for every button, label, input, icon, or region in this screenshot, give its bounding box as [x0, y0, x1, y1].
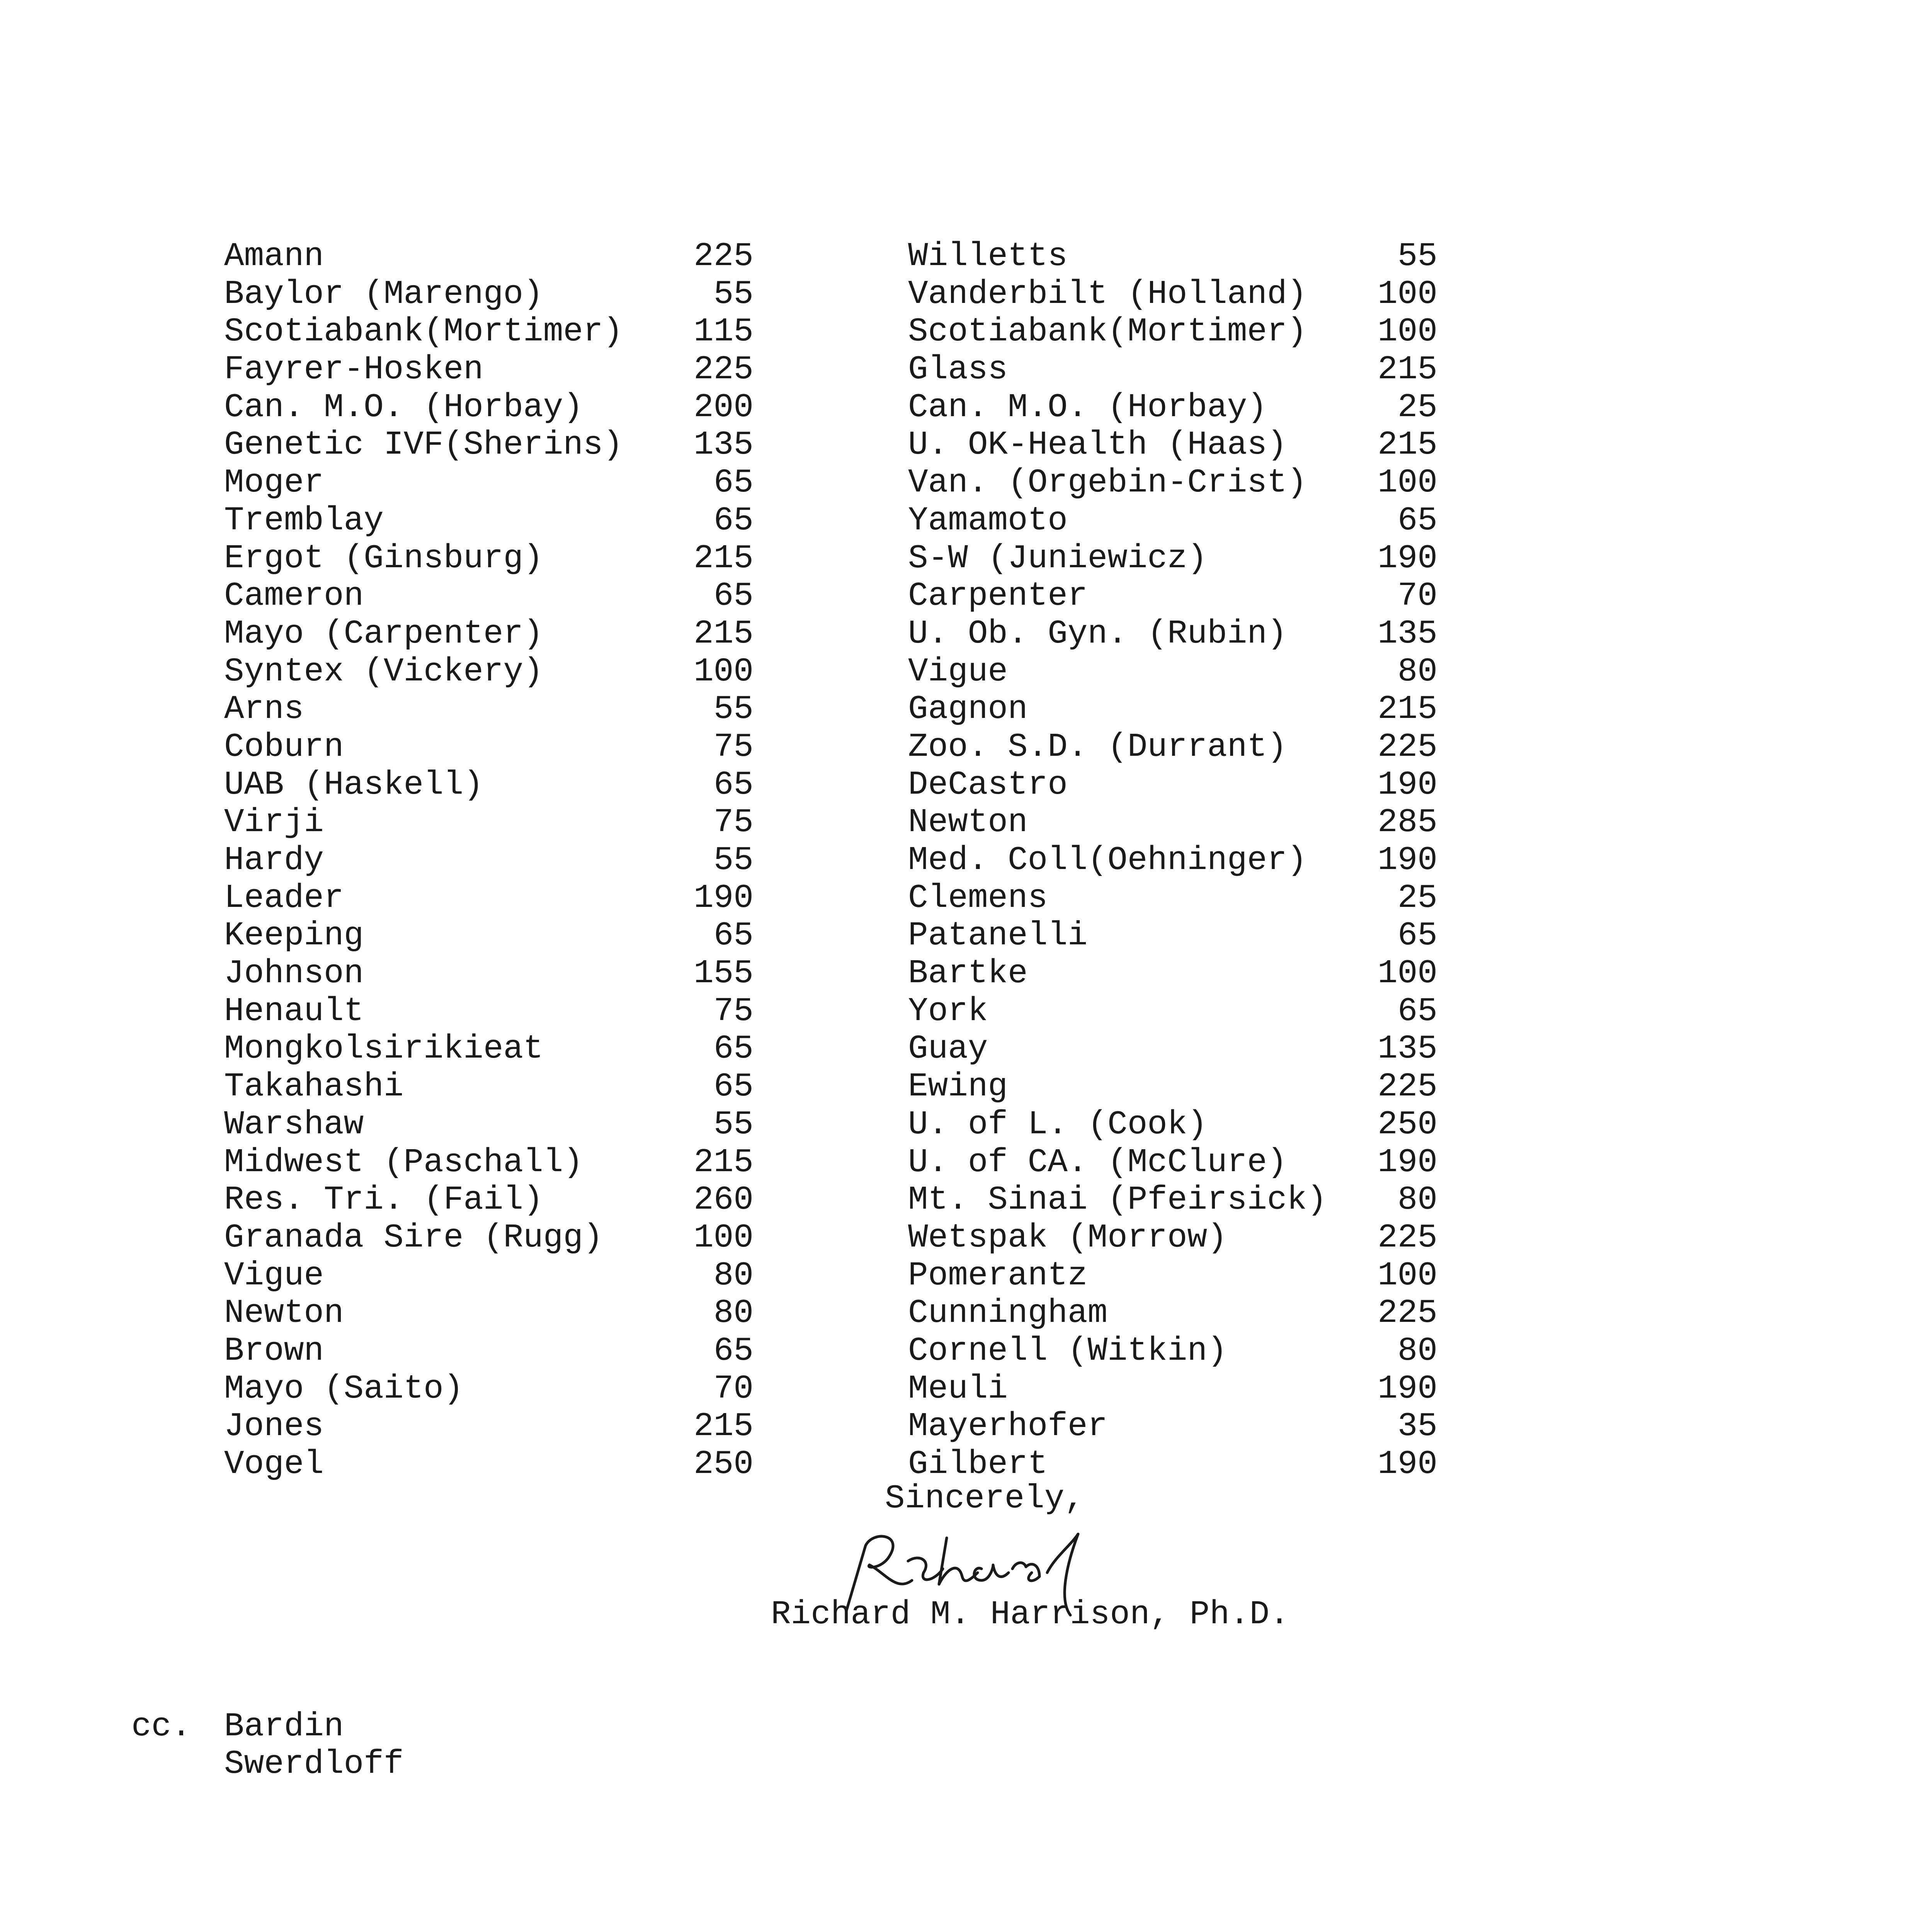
list-item: [224, 955, 754, 993]
item-amount: 190: [1378, 841, 1437, 879]
list-item: [224, 690, 754, 728]
list-item: [224, 766, 754, 804]
item-amount: 55: [713, 275, 754, 313]
closing-salutation: Sincerely,: [885, 1480, 1085, 1517]
list-item: [224, 389, 754, 427]
item-name: Meuli: [908, 1369, 1008, 1408]
list-item: [908, 1106, 1437, 1144]
item-amount: 70: [1397, 577, 1437, 615]
list-item: [224, 842, 754, 879]
item-name: Cornell (Witkin): [908, 1332, 1227, 1370]
list-item: [908, 540, 1437, 578]
item-name: U. Ob. Gyn. (Rubin): [908, 614, 1287, 653]
list-item: [908, 389, 1437, 427]
item-name: Amann: [224, 237, 324, 275]
item-name: Cameron: [224, 577, 364, 615]
cc-label: cc.: [131, 1708, 191, 1745]
list-item: [224, 276, 754, 313]
item-amount: 80: [1397, 1181, 1437, 1219]
list-item: [224, 540, 754, 578]
item-amount: 55: [713, 690, 754, 728]
item-name: Clemens: [908, 879, 1048, 917]
item-name: Guay: [908, 1030, 988, 1068]
left-column: [224, 238, 754, 1483]
list-item: [908, 276, 1437, 313]
cc-recipient: Bardin: [224, 1708, 344, 1745]
list-item: [224, 1106, 754, 1144]
svg-text:Richard: Richard: [831, 1517, 857, 1524]
list-item: [908, 1181, 1437, 1219]
item-amount: 215: [1378, 426, 1437, 464]
cc-recipient: Swerdloff: [224, 1745, 404, 1783]
item-name: Newton: [224, 1294, 344, 1332]
item-name: Midwest (Paschall): [224, 1143, 583, 1181]
item-name: Jones: [224, 1407, 324, 1446]
item-name: Henault: [224, 992, 364, 1030]
list-item: [908, 1219, 1437, 1257]
item-name: Res. Tri. (Fail): [224, 1181, 543, 1219]
list-item: [224, 1257, 754, 1295]
item-amount: 80: [713, 1294, 754, 1332]
list-item: [908, 1294, 1437, 1332]
item-amount: 100: [694, 652, 754, 690]
item-amount: 190: [1378, 539, 1437, 577]
item-name: Gagnon: [908, 690, 1028, 728]
list-item: [224, 1370, 754, 1408]
list-item: [908, 1332, 1437, 1370]
item-name: Patanelli: [908, 917, 1088, 955]
item-name: Genetic IVF(Sherins): [224, 426, 623, 464]
list-item: [224, 653, 754, 691]
list-item: [908, 653, 1437, 691]
item-name: Wetspak (Morrow): [908, 1218, 1227, 1257]
list-item: [224, 1144, 754, 1182]
item-name: Baylor (Marengo): [224, 275, 543, 313]
item-amount: 200: [694, 388, 754, 426]
item-amount: 100: [1378, 313, 1437, 351]
item-amount: 190: [1378, 1369, 1437, 1408]
item-name: York: [908, 992, 988, 1030]
item-amount: 225: [1378, 1294, 1437, 1332]
item-amount: 80: [713, 1256, 754, 1294]
list-item: [224, 728, 754, 766]
item-amount: 225: [694, 350, 754, 389]
item-name: Coburn: [224, 728, 344, 766]
item-name: Med. Coll(Oehninger): [908, 841, 1307, 879]
item-amount: 65: [1397, 992, 1437, 1030]
item-amount: 65: [713, 577, 754, 615]
signer-name: Richard M. Harrison, Ph.D.: [771, 1595, 1289, 1633]
item-amount: 225: [1378, 1218, 1437, 1257]
item-name: Scotiabank(Mortimer): [224, 313, 623, 351]
item-name: Scotiabank(Mortimer): [908, 313, 1307, 351]
list-item: [908, 1030, 1437, 1068]
item-amount: 100: [1378, 954, 1437, 993]
list-item: [908, 766, 1437, 804]
item-amount: 100: [694, 1218, 754, 1257]
list-item: [224, 1446, 754, 1483]
list-item: [908, 615, 1437, 653]
item-amount: 250: [1378, 1105, 1437, 1143]
list-item: [224, 351, 754, 389]
item-name: S-W (Juniewicz): [908, 539, 1208, 577]
list-item: [224, 1408, 754, 1446]
item-amount: 215: [1378, 350, 1437, 389]
list-item: [908, 1446, 1437, 1483]
item-name: Vogel: [224, 1445, 324, 1483]
item-amount: 260: [694, 1181, 754, 1219]
item-amount: 135: [694, 426, 754, 464]
list-item: [224, 1181, 754, 1219]
item-name: Mayo (Saito): [224, 1369, 464, 1408]
list-item: [908, 351, 1437, 389]
item-amount: 55: [713, 841, 754, 879]
item-amount: 75: [713, 803, 754, 842]
list-item: [908, 502, 1437, 540]
list-item: [224, 804, 754, 842]
list-item: [908, 577, 1437, 615]
item-amount: 225: [1378, 1068, 1437, 1106]
list-item: [224, 1294, 754, 1332]
item-amount: 100: [1378, 464, 1437, 502]
item-amount: 100: [1378, 1256, 1437, 1294]
list-item: [908, 917, 1437, 955]
item-amount: 135: [1378, 1030, 1437, 1068]
list-item: [224, 464, 754, 502]
list-item: [224, 426, 754, 464]
item-name: Syntex (Vickery): [224, 652, 543, 690]
item-name: DeCastro: [908, 765, 1068, 804]
item-amount: 190: [694, 879, 754, 917]
item-name: Mayo (Carpenter): [224, 614, 543, 653]
right-column: [908, 238, 1437, 1483]
item-amount: 65: [713, 1332, 754, 1370]
item-amount: 190: [1378, 765, 1437, 804]
item-name: Brown: [224, 1332, 324, 1370]
list-item: [224, 313, 754, 351]
item-name: Carpenter: [908, 577, 1088, 615]
item-name: Arns: [224, 690, 304, 728]
list-item: [224, 502, 754, 540]
item-amount: 190: [1378, 1445, 1437, 1483]
item-amount: 215: [1378, 690, 1437, 728]
item-name: Can. M.O. (Horbay): [224, 388, 583, 426]
list-item: [908, 955, 1437, 993]
item-name: Johnson: [224, 954, 364, 993]
item-name: Glass: [908, 350, 1008, 389]
item-name: Vigue: [908, 652, 1008, 690]
list-item: [908, 1370, 1437, 1408]
item-amount: 65: [1397, 501, 1437, 539]
item-name: Mayerhofer: [908, 1407, 1108, 1446]
list-item: [224, 1030, 754, 1068]
item-amount: 65: [713, 917, 754, 955]
item-name: Ergot (Ginsburg): [224, 539, 543, 577]
item-name: Newton: [908, 803, 1028, 842]
item-name: Ewing: [908, 1068, 1008, 1106]
item-amount: 65: [713, 501, 754, 539]
item-name: Fayrer-Hosken: [224, 350, 483, 389]
item-amount: 250: [694, 1445, 754, 1483]
item-name: U. of CA. (McClure): [908, 1143, 1287, 1181]
item-name: Vigue: [224, 1256, 324, 1294]
list-item: [908, 1144, 1437, 1182]
list-item: [224, 1219, 754, 1257]
item-amount: 75: [713, 992, 754, 1030]
item-amount: 225: [694, 237, 754, 275]
item-name: Van. (Orgebin-Crist): [908, 464, 1307, 502]
item-name: Can. M.O. (Horbay): [908, 388, 1267, 426]
list-item: [908, 879, 1437, 917]
item-amount: 215: [694, 1407, 754, 1446]
item-amount: 70: [713, 1369, 754, 1408]
item-name: Mt. Sinai (Pfeirsick): [908, 1181, 1327, 1219]
item-name: UAB (Haskell): [224, 765, 483, 804]
item-name: U. of L. (Cook): [908, 1105, 1208, 1143]
item-amount: 215: [694, 614, 754, 653]
item-name: Willetts: [908, 237, 1068, 275]
item-amount: 55: [1397, 237, 1437, 275]
item-name: Vanderbilt (Holland): [908, 275, 1307, 313]
list-item: [908, 464, 1437, 502]
item-amount: 155: [694, 954, 754, 993]
item-amount: 65: [1397, 917, 1437, 955]
cc-recipients: [224, 1708, 403, 1783]
list-item: [224, 577, 754, 615]
item-name: U. OK-Health (Haas): [908, 426, 1287, 464]
item-amount: 35: [1397, 1407, 1437, 1446]
list-item: [908, 728, 1437, 766]
item-amount: 190: [1378, 1143, 1437, 1181]
item-amount: 215: [694, 1143, 754, 1181]
item-name: Yamamoto: [908, 501, 1068, 539]
list-item: [224, 993, 754, 1031]
list-item: [224, 917, 754, 955]
item-amount: 135: [1378, 614, 1437, 653]
item-amount: 55: [713, 1105, 754, 1143]
item-amount: 25: [1397, 879, 1437, 917]
list-item: [908, 426, 1437, 464]
list-item: [908, 804, 1437, 842]
list-item: [224, 615, 754, 653]
item-amount: 80: [1397, 1332, 1437, 1370]
item-amount: 65: [713, 1030, 754, 1068]
item-name: Tremblay: [224, 501, 384, 539]
item-amount: 100: [1378, 275, 1437, 313]
list-item: [908, 313, 1437, 351]
item-amount: 80: [1397, 652, 1437, 690]
list-item: [908, 842, 1437, 879]
item-name: Mongkolsirikieat: [224, 1030, 543, 1068]
list-item: [908, 1408, 1437, 1446]
item-amount: 65: [713, 1068, 754, 1106]
item-name: Cunningham: [908, 1294, 1108, 1332]
list-item: [224, 238, 754, 276]
item-name: Virji: [224, 803, 324, 842]
item-amount: 215: [694, 539, 754, 577]
list-item: [908, 1068, 1437, 1106]
item-name: Warshaw: [224, 1105, 364, 1143]
item-name: Gilbert: [908, 1445, 1048, 1483]
item-amount: 285: [1378, 803, 1437, 842]
list-item: [224, 879, 754, 917]
item-name: Pomerantz: [908, 1256, 1088, 1294]
item-name: Takahashi: [224, 1068, 404, 1106]
item-name: Zoo. S.D. (Durrant): [908, 728, 1287, 766]
list-item: [908, 993, 1437, 1031]
item-name: Moger: [224, 464, 324, 502]
item-amount: 65: [713, 765, 754, 804]
list-item: [908, 238, 1437, 276]
list-item: [908, 690, 1437, 728]
item-amount: 25: [1397, 388, 1437, 426]
list-item: [224, 1068, 754, 1106]
list-item: [908, 1257, 1437, 1295]
item-amount: 115: [694, 313, 754, 351]
item-name: Bartke: [908, 954, 1028, 993]
item-name: Keeping: [224, 917, 364, 955]
item-name: Leader: [224, 879, 344, 917]
item-amount: 75: [713, 728, 754, 766]
list-item: [224, 1332, 754, 1370]
item-name: Hardy: [224, 841, 324, 879]
item-amount: 65: [713, 464, 754, 502]
item-amount: 225: [1378, 728, 1437, 766]
item-name: Granada Sire (Rugg): [224, 1218, 603, 1257]
